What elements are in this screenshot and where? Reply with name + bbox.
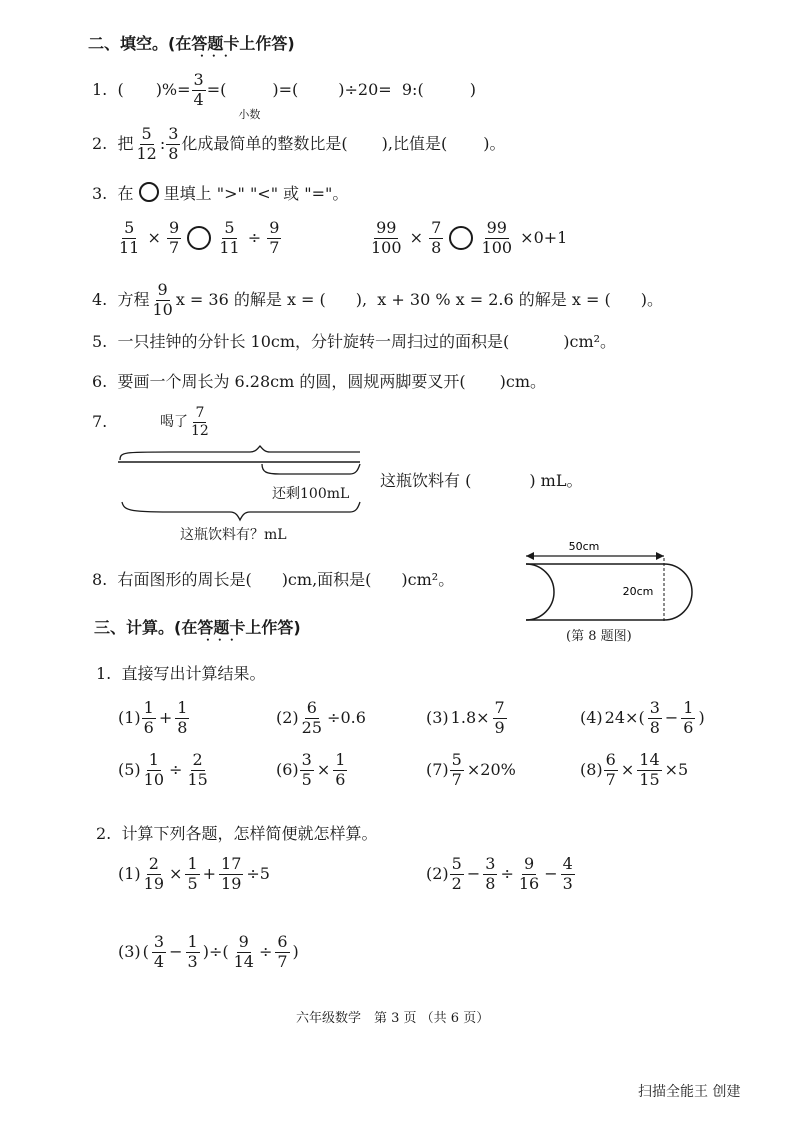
calc-2-item — [426, 856, 576, 893]
calc-1-item — [118, 700, 190, 737]
operator: − — [169, 941, 183, 961]
calc-2-item — [118, 934, 301, 971]
operator: ×20% — [466, 759, 516, 779]
item-label: (2) — [276, 707, 299, 727]
item-label: (7) — [426, 759, 449, 779]
item-label: (1) — [118, 863, 141, 883]
fraction: $\frac{2}{19}$ — [143, 854, 165, 893]
question-5: 5. 一只挂钟的分针长 10cm，分针旋转一周扫过的面积是( )cm²。 — [92, 332, 617, 351]
compare-circle[interactable] — [449, 226, 473, 250]
item-label: (5) — [118, 759, 141, 779]
operator: ÷ — [169, 759, 183, 779]
item-label: (1) — [118, 707, 141, 727]
item-label: (6) — [276, 759, 299, 779]
question-3-left: $\frac{5}{11}$ × $\frac{9}{7}$ $\frac{5}{11}$ ÷ $\frac{9}{7}$ — [119, 218, 280, 257]
calc-1-item — [276, 752, 348, 789]
fraction: $\frac{6}{7}$ — [277, 932, 288, 971]
operator: ÷ — [500, 863, 514, 883]
item-label: (8) — [580, 759, 603, 779]
operator: × — [316, 759, 331, 779]
question-3: 3. 在 里填上 ">" "<" 或 "="。 — [92, 184, 349, 203]
figure-8-diagram — [514, 536, 714, 626]
calc-1-title: 1. 直接写出计算结果。 — [96, 664, 266, 683]
fraction: $\frac{1}{6}$ — [335, 750, 346, 789]
fraction: $\frac{5}{2}$ — [451, 854, 462, 893]
total-brace — [122, 502, 360, 520]
operator: ) — [292, 941, 299, 961]
item-label: (3) — [426, 707, 449, 727]
section-3-title: 三、计算。(在答题卡 • • •上作答) — [94, 620, 301, 636]
question-2: 2. 把 $\frac{5}{12}$ : $\frac{3}{8}$ 化成最简单的整数比是( ),比值是( )。 — [92, 124, 506, 163]
question-7-drank: 喝了 $\frac{7}{12}$ — [160, 405, 209, 439]
operator: 24×( — [604, 707, 645, 727]
calc-2-title: 2. 计算下列各题，怎样简便就怎样算。 — [96, 824, 378, 843]
operator: × — [169, 863, 183, 883]
fraction: $\frac{1}{3}$ — [187, 932, 198, 971]
fraction: $\frac{3}{5}$ — [301, 750, 312, 789]
page-footer: 六年级数学 第 3 页 （共 6 页） — [296, 1011, 490, 1026]
calc-1-item — [118, 752, 211, 789]
question-7-number: 7. — [92, 412, 108, 431]
fraction: $\frac{1}{6}$ — [143, 698, 154, 737]
arrow-left-icon — [526, 552, 534, 560]
fraction: $\frac{3}{8}$ — [649, 698, 660, 737]
calc-1-item — [276, 700, 368, 737]
operator: − — [544, 863, 558, 883]
fraction: $\frac{1}{6}$ — [683, 698, 694, 737]
fraction: $\frac{4}{3}$ — [562, 854, 573, 893]
compare-circle[interactable] — [187, 226, 211, 250]
calc-2-item — [118, 856, 272, 893]
question-8: 8. 右面图形的周长是( )cm,面积是( )cm²。 — [92, 570, 455, 589]
fraction: $\frac{14}{15}$ — [639, 750, 660, 789]
fraction: $\frac{6}{25}$ — [301, 698, 323, 737]
operator: ) — [698, 707, 705, 727]
calc-1-item — [580, 700, 707, 737]
operator: )÷( — [202, 941, 229, 961]
question-4: 4. 方程 $\frac{9}{10}$ x = 36 的解是 x = ( ), x + 30 % x = 2.6 的解是 x = ( )。 — [92, 280, 663, 319]
operator: + — [158, 707, 173, 727]
fraction: $\frac{17}{19}$ — [221, 854, 242, 893]
operator: 1.8× — [450, 707, 490, 727]
section-2-title: 二、填空。(在答题卡 • • •上作答) — [88, 36, 295, 52]
fraction: $\frac{1}{10}$ — [143, 750, 165, 789]
item-label: (2) — [426, 863, 449, 883]
arrow-right-icon — [656, 552, 664, 560]
left-brace — [262, 464, 360, 474]
operator: ( — [142, 941, 149, 961]
calc-1-item — [426, 700, 508, 737]
operator: ÷5 — [246, 863, 270, 883]
operator: − — [664, 707, 679, 727]
operator: × — [620, 759, 635, 779]
fraction: $\frac{9}{14}$ — [233, 932, 254, 971]
figure-8-caption: (第 8 题图) — [566, 629, 632, 644]
fraction: $\frac{6}{7}$ — [605, 750, 616, 789]
question-3-right: $\frac{99}{100}$ × $\frac{7}{8}$ $\frac{99}{100}$ ×0+1 — [371, 218, 568, 257]
scanner-stamp: 扫描全能王 创建 — [638, 1084, 741, 1100]
operator: − — [466, 863, 481, 883]
question-6: 6. 要画一个周长为 6.28cm 的圆，圆规两脚要叉开( )cm。 — [92, 372, 547, 391]
outer-arc — [664, 564, 692, 620]
calc-1-item — [426, 752, 518, 789]
inner-arc — [526, 564, 554, 620]
question-7-answer: 这瓶饮料有 ( ) mL。 — [380, 471, 583, 490]
fraction: $\frac{5}{7}$ — [451, 750, 462, 789]
fraction: $\frac{2}{15}$ — [187, 750, 208, 789]
item-label: (4) — [580, 707, 603, 727]
fraction: $\frac{3}{8}$ — [485, 854, 496, 893]
operator: + — [202, 863, 217, 883]
operator: ÷0.6 — [327, 707, 366, 727]
drank-brace — [120, 446, 360, 460]
width-label: 50cm — [568, 540, 600, 553]
fraction: $\frac{9}{16}$ — [518, 854, 540, 893]
fraction: $\frac{7}{9}$ — [494, 698, 505, 737]
decimal-hint: 小数 — [238, 107, 261, 121]
circle-icon — [139, 182, 159, 202]
calc-1-item — [580, 752, 690, 789]
operator: ×5 — [664, 759, 689, 779]
operator: ÷ — [258, 941, 273, 961]
total-label: 这瓶饮料有？mL — [180, 527, 287, 543]
fraction: $\frac{3}{4}$ — [153, 932, 165, 971]
left-label: 还剩100mL — [272, 486, 350, 502]
item-label: (3) — [118, 941, 141, 961]
question-1: 1. ( )%= $\frac{3}{4}$ =( 小数 )=( )÷20= 9:( ) — [92, 70, 476, 121]
height-label: 20cm — [622, 585, 654, 598]
fraction: $\frac{1}{8}$ — [177, 698, 188, 737]
fraction: $\frac{1}{5}$ — [187, 854, 198, 893]
